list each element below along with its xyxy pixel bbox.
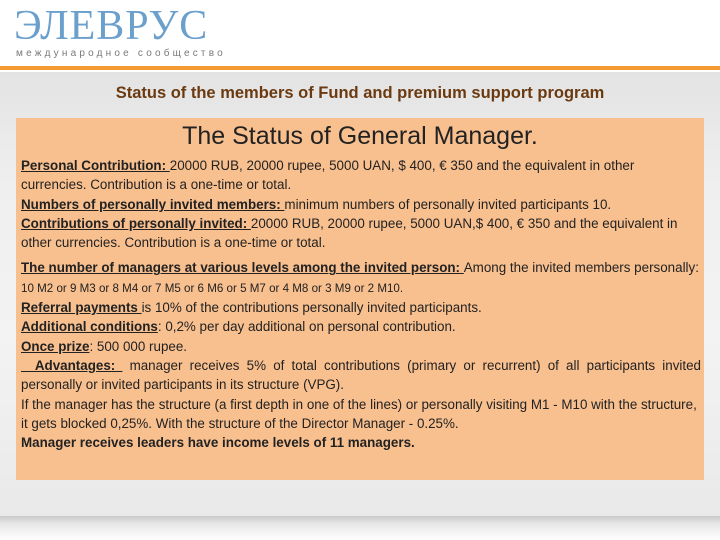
logo-tagline: международное сообщество (16, 48, 226, 59)
contributions-invited-paragraph (21, 214, 701, 253)
numbers-invited-label: Numbers of personally invited members: (21, 196, 285, 212)
slide-subtitle: Status of the members of Fund and premium support program (115, 84, 605, 102)
additional-label: Additional conditions (21, 319, 158, 335)
advantages-label: Advantages: (21, 357, 123, 373)
additional-paragraph (21, 317, 701, 336)
logo-wordmark: ЭЛЕВРУС (14, 3, 209, 49)
referral-paragraph (21, 298, 701, 317)
header-divider (0, 66, 720, 70)
managers-levels-paragraph (21, 258, 701, 298)
prize-label: Once prize (21, 338, 90, 354)
managers-levels-text-a: Among the invited members personally: (463, 260, 699, 276)
card-title: The Status of General Manager. (182, 122, 538, 150)
numbers-invited-paragraph (21, 195, 701, 214)
contributions-invited-label: Contributions of personally invited: (21, 215, 251, 231)
advantages-text: manager receives 5% of total contributions (primary or recurrent) of all participants invited personally or invited participants in its structure (VPG). (21, 357, 701, 393)
logo (14, 4, 244, 60)
leaders-paragraph: Manager receives leaders have income levels of 11 managers. (21, 435, 415, 451)
referral-text: is 10% of the contributions personally invited participants. (141, 300, 482, 316)
status-card (16, 118, 704, 480)
personal-contribution-label: Personal Contribution: (21, 158, 170, 173)
numbers-invited-text: minimum numbers of personally invited participants 10. (284, 196, 612, 212)
prize-paragraph (21, 337, 701, 356)
managers-levels-text-b: 10 M2 or 9 M3 or 8 M4 or 7 M5 or 6 M6 or 5 M7 or 4 M8 or 3 M9 or 2 M10. (21, 281, 404, 295)
referral-label: Referral payments (21, 300, 142, 316)
card-body (21, 156, 701, 452)
managers-levels-label: The number of managers at various levels among the invited person: (21, 260, 464, 276)
personal-contribution-text: 20000 RUB, 20000 rupee, 5000 UAN, $ 400, € 350 and the equivalent in other currencies. Contribution is a one-time or total. (21, 158, 635, 193)
advantages-paragraph (21, 356, 701, 395)
footer-bar (0, 516, 720, 540)
personal-contribution-paragraph (21, 156, 701, 195)
structure-paragraph: If the manager has the structure (a first depth in one of the lines) or personally visiting M1 - M10 with the structure, it gets blocked 0,25%. With the structure of the Director Manager - 0.25%. (21, 396, 697, 431)
additional-text: : 0,2% per day additional on personal contribution. (157, 319, 456, 335)
prize-text: : 500 000 rupee. (89, 338, 188, 354)
contributions-invited-text: 20000 RUB, 20000 rupee, 5000 UAN,$ 400, € 350 and the equivalent in other currencies. Contribution is a one-time or total. (21, 215, 678, 251)
